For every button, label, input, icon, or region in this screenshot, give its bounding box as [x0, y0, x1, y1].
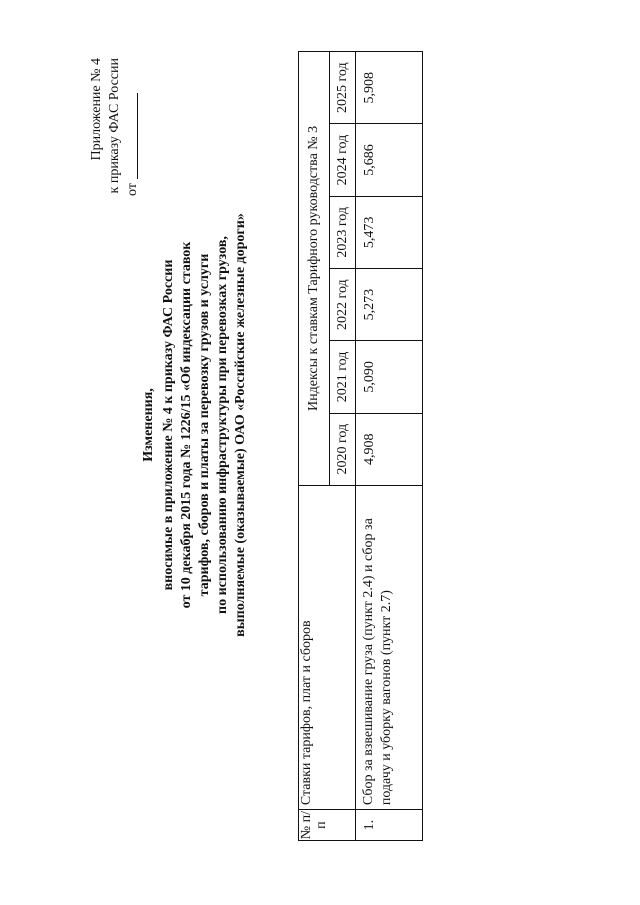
title-line: по использованию инфраструктуры при перевозках грузов,	[215, 236, 230, 614]
appendix-date-prefix: от	[125, 183, 140, 196]
header-year: 2021 год	[330, 341, 356, 413]
row-value: 5,686	[356, 124, 423, 196]
header-year: 2025 год	[330, 52, 356, 124]
table-header-row	[299, 52, 330, 841]
header-number: № п/п	[299, 810, 356, 841]
title-line: от 10 декабря 2015 года № 1226/15 «Об индексации ставок	[179, 241, 194, 609]
row-number: 1.	[356, 810, 423, 841]
row-value: 5,908	[356, 52, 423, 124]
header-year: 2022 год	[330, 268, 356, 340]
row-value: 5,090	[356, 341, 423, 413]
header-year: 2023 год	[330, 196, 356, 268]
header-indices-group: Индексы к ставкам Тарифного руководства № 3	[299, 52, 330, 486]
header-year: 2024 год	[330, 124, 356, 196]
table-row	[356, 52, 423, 841]
title-line: выполняемые (оказываемые) ОАО «Российские железные дороги»	[233, 213, 248, 637]
header-rates: Ставки тарифов, плат и сборов	[299, 485, 356, 809]
date-blank-line	[137, 93, 138, 179]
title-line: тарифов, сборов и платы за перевозку грузов и услуги	[197, 253, 212, 597]
appendix-reference	[88, 58, 142, 218]
title-line: вносимые в приложение № 4 к приказу ФАС России	[161, 259, 176, 591]
document-title	[140, 125, 250, 725]
appendix-number: Приложение № 4	[89, 58, 104, 161]
header-year: 2020 год	[330, 413, 356, 485]
tariff-index-table	[298, 51, 423, 841]
row-name: Сбор за взвешивание груза (пункт 2.4) и сбор за подачу и уборку вагонов (пункт 2.7)	[356, 485, 423, 809]
appendix-order: к приказу ФАС России	[107, 58, 122, 194]
row-value: 5,473	[356, 196, 423, 268]
title-heading: Изменения,	[141, 388, 156, 462]
row-value: 4,908	[356, 413, 423, 485]
row-value: 5,273	[356, 268, 423, 340]
